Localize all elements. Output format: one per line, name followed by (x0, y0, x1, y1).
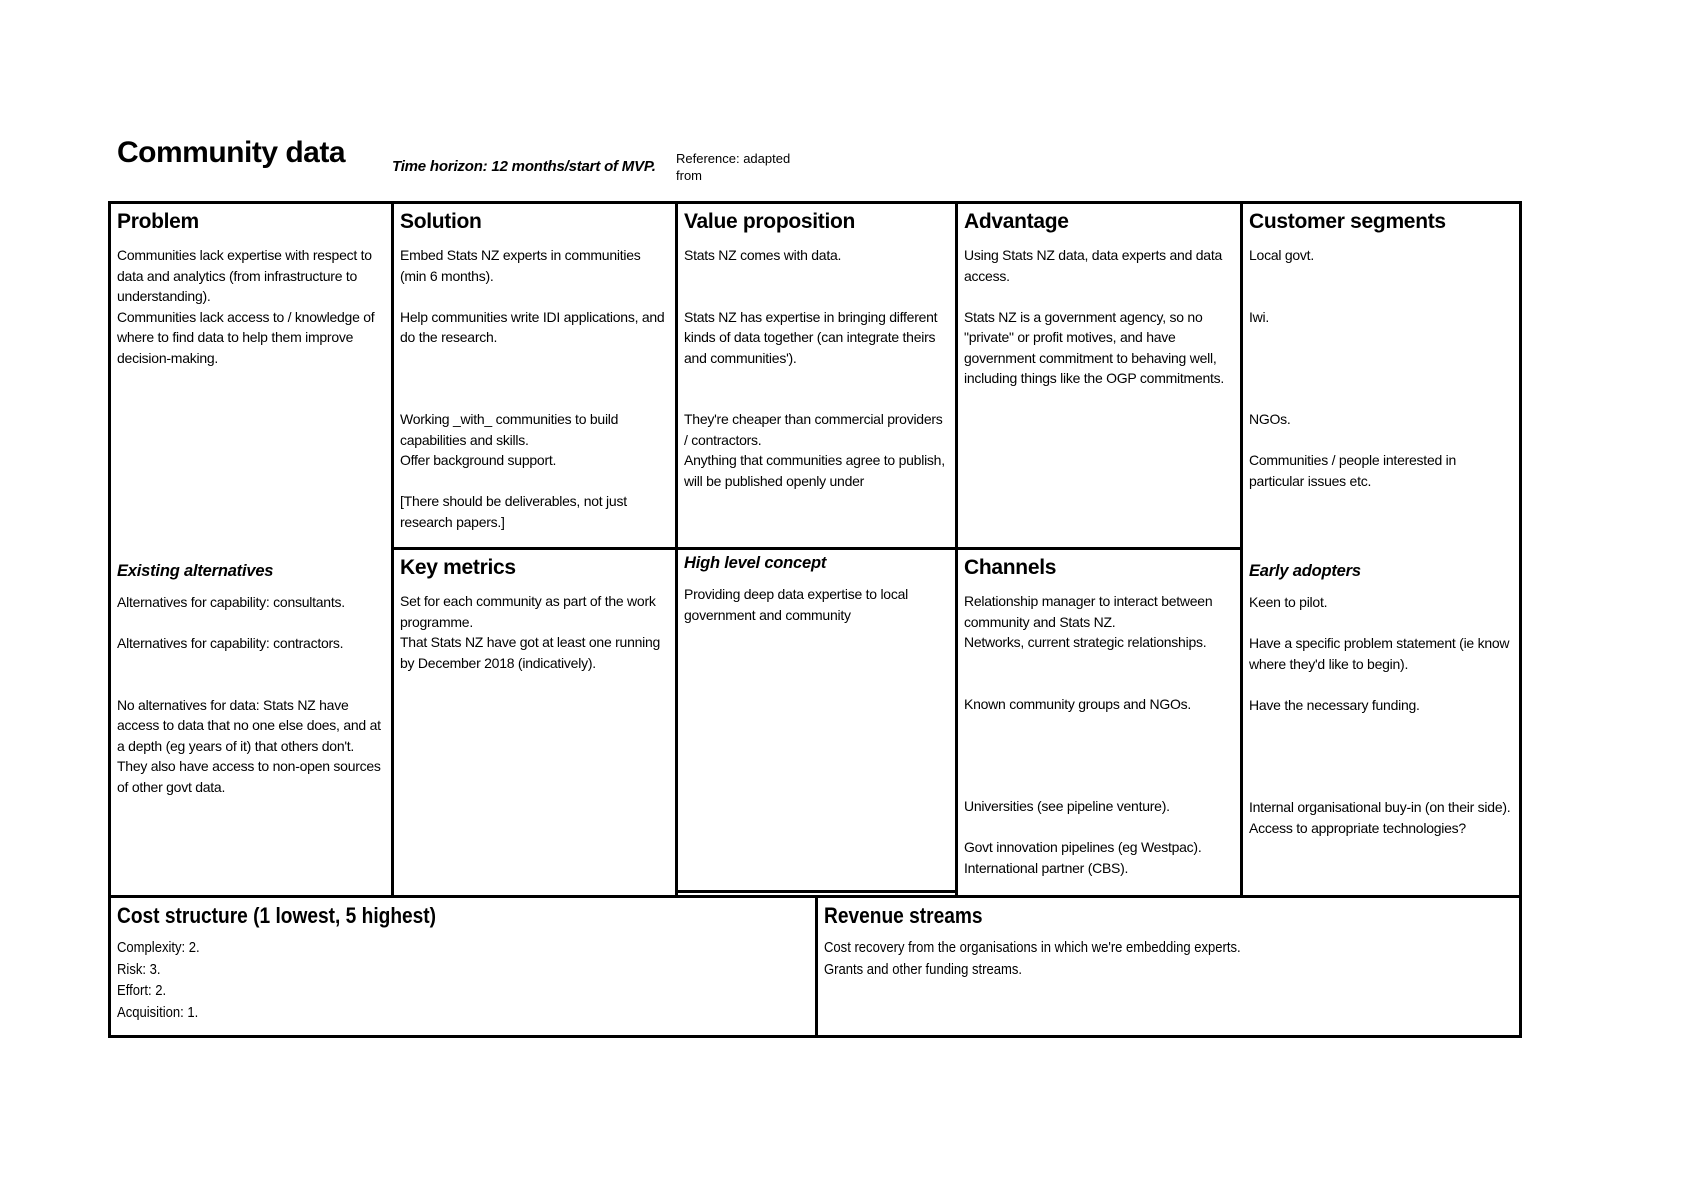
text-line: Stats NZ is a government agency, so no "private" or profit motives, and have government commitment to behaving well, including things like the OGP commitments. (964, 308, 1225, 386)
text-line (400, 389, 669, 410)
key-metrics-box (391, 547, 678, 898)
text-line (964, 653, 1234, 674)
channels-heading: Channels (964, 556, 1057, 579)
text-line: Known community groups and NGOs. (964, 695, 1191, 712)
text-line (117, 674, 385, 695)
advantage-heading: Advantage (964, 210, 1069, 233)
text-line (117, 613, 385, 634)
text-line (1249, 715, 1513, 736)
value-proposition-heading: Value proposition (684, 210, 856, 233)
text-line: Relationship manager to interact between community and Stats NZ. (964, 593, 1213, 630)
text-line (1249, 674, 1513, 695)
cost-structure-box (108, 895, 818, 1038)
customer-segments-box (1240, 201, 1522, 898)
text-line (684, 286, 949, 307)
customer-segments-heading: Customer segments (1249, 210, 1446, 233)
value-proposition-box (675, 201, 958, 550)
text-line (400, 348, 669, 369)
solution-box (391, 201, 678, 550)
text-line: Using Stats NZ data, data experts and data access. (964, 247, 1222, 284)
time-horizon-note: Time horizon: 12 months/start of MVP. (392, 158, 656, 175)
key-metrics-heading: Key metrics (400, 556, 516, 579)
text-line (1249, 613, 1513, 634)
existing-alternatives-body (117, 592, 385, 797)
text-line (964, 776, 1234, 797)
text-line (400, 286, 669, 307)
revenue-streams-content (824, 902, 1507, 980)
text-line: Communities lack expertise with respect to data and analytics (from infrastructure to understanding). (117, 247, 372, 304)
existing-alternatives-section (117, 560, 385, 797)
text-line (1249, 389, 1513, 410)
text-line: Internal organisational buy-in (on their side). (1249, 799, 1511, 815)
text-line: No alternatives for data: Stats NZ have access to data that no one else does, and at a depth (eg years of it) that others don't. They also have access to non-open sources of other govt data. (117, 696, 381, 795)
problem-body (117, 245, 385, 368)
text-line: International partner (CBS). (964, 859, 1129, 876)
text-line (1249, 348, 1513, 369)
channels-body (964, 591, 1234, 878)
text-line (964, 286, 1234, 307)
text-line (964, 755, 1234, 776)
value-proposition-body (684, 245, 949, 491)
text-line: Iwi. (1249, 308, 1269, 325)
cost-structure-content (117, 902, 803, 1023)
revenue-streams-box (815, 895, 1522, 1038)
text-line: Working _with_ communities to build capabilities and skills. (400, 411, 619, 448)
text-line (400, 368, 669, 389)
solution-body (400, 245, 669, 532)
text-line: Effort: 2. (117, 982, 167, 999)
text-line (684, 368, 949, 389)
key-metrics-body (400, 591, 669, 673)
text-line: Alternatives for capability: contractors. (117, 635, 344, 651)
text-line: Stats NZ has expertise in bringing different kinds of data together (can integrate theirs and communities'). (684, 308, 938, 366)
text-line: That Stats NZ have got at least one running by December 2018 (indicatively). (400, 634, 661, 671)
text-line (1249, 368, 1513, 389)
text-line (964, 673, 1234, 694)
text-line (400, 471, 669, 492)
page-title: Community data (117, 136, 346, 169)
text-line (684, 266, 949, 287)
text-line: Govt innovation pipelines (eg Westpac). (964, 839, 1202, 855)
text-line (1249, 756, 1513, 777)
text-line: Have a specific problem statement (ie know where they'd like to begin). (1249, 635, 1510, 672)
text-line: Acquisition: 1. (117, 1003, 199, 1021)
high-level-concept-heading: High level concept (684, 554, 827, 572)
high-level-concept-box (675, 547, 958, 893)
text-line: Stats NZ comes with data. (684, 247, 842, 263)
text-line (1249, 286, 1513, 307)
channels-box (955, 547, 1243, 898)
text-line: They're cheaper than commercial providers / contractors. (684, 411, 943, 448)
advantage-body (964, 245, 1234, 389)
problem-heading: Problem (117, 210, 199, 233)
text-line: Set for each community as part of the work programme. (400, 593, 656, 630)
text-line: Universities (see pipeline venture). (964, 798, 1170, 814)
problem-box (108, 201, 394, 898)
text-line (1249, 736, 1513, 757)
customer-segments-body (1249, 245, 1513, 491)
text-line: Access to appropriate technologies? (1249, 819, 1466, 836)
reference-note: Reference: adapted from (676, 151, 791, 183)
text-line: [There should be deliverables, not just research papers.] (400, 493, 627, 530)
revenue-streams-heading: Revenue streams (824, 903, 983, 928)
text-line: NGOs. (1249, 411, 1291, 427)
early-adopters-heading: Early adopters (1249, 562, 1361, 580)
text-line: Offer background support. (400, 452, 557, 468)
text-line (1249, 777, 1513, 798)
text-line: Embed Stats NZ experts in communities (min 6 months). (400, 247, 641, 284)
text-line (964, 817, 1234, 838)
text-line (964, 714, 1234, 735)
text-line: Complexity: 2. (117, 939, 200, 956)
text-line: Keen to pilot. (1249, 594, 1328, 610)
existing-alternatives-heading: Existing alternatives (117, 562, 274, 580)
text-line: Have the necessary funding. (1249, 696, 1420, 713)
early-adopters-body (1249, 592, 1513, 838)
text-line: Anything that communities agree to publish, will be published openly under (684, 452, 945, 489)
text-line (1249, 266, 1513, 287)
advantage-box (955, 201, 1243, 550)
text-line: Alternatives for capability: consultants. (117, 594, 345, 610)
text-line (684, 389, 949, 410)
solution-heading: Solution (400, 210, 482, 233)
text-line: Cost recovery from the organisations in which we're embedding experts. (824, 939, 1241, 956)
text-line: Local govt. (1249, 247, 1314, 263)
text-line: Communities lack access to / knowledge of where to find data to help them improve decision-making. (117, 308, 375, 366)
text-line: Grants and other funding streams. (824, 960, 1023, 978)
text-line: Risk: 3. (117, 960, 161, 978)
text-line: Networks, current strategic relationships. (964, 634, 1207, 650)
text-line (1249, 430, 1513, 451)
cost-structure-body (117, 937, 803, 1023)
early-adopters-section (1249, 560, 1513, 838)
text-line: Help communities write IDI applications, and do the research. (400, 308, 665, 345)
text-line: Communities / people interested in particular issues etc. (1249, 452, 1457, 489)
high-level-concept-body (684, 584, 949, 625)
text-line (117, 654, 385, 675)
text-line (1249, 327, 1513, 348)
cost-structure-heading: Cost structure (1 lowest, 5 highest) (117, 903, 437, 928)
revenue-streams-body (824, 937, 1507, 980)
text-line: Providing deep data expertise to local government and community (684, 586, 908, 623)
text-line (964, 735, 1234, 756)
